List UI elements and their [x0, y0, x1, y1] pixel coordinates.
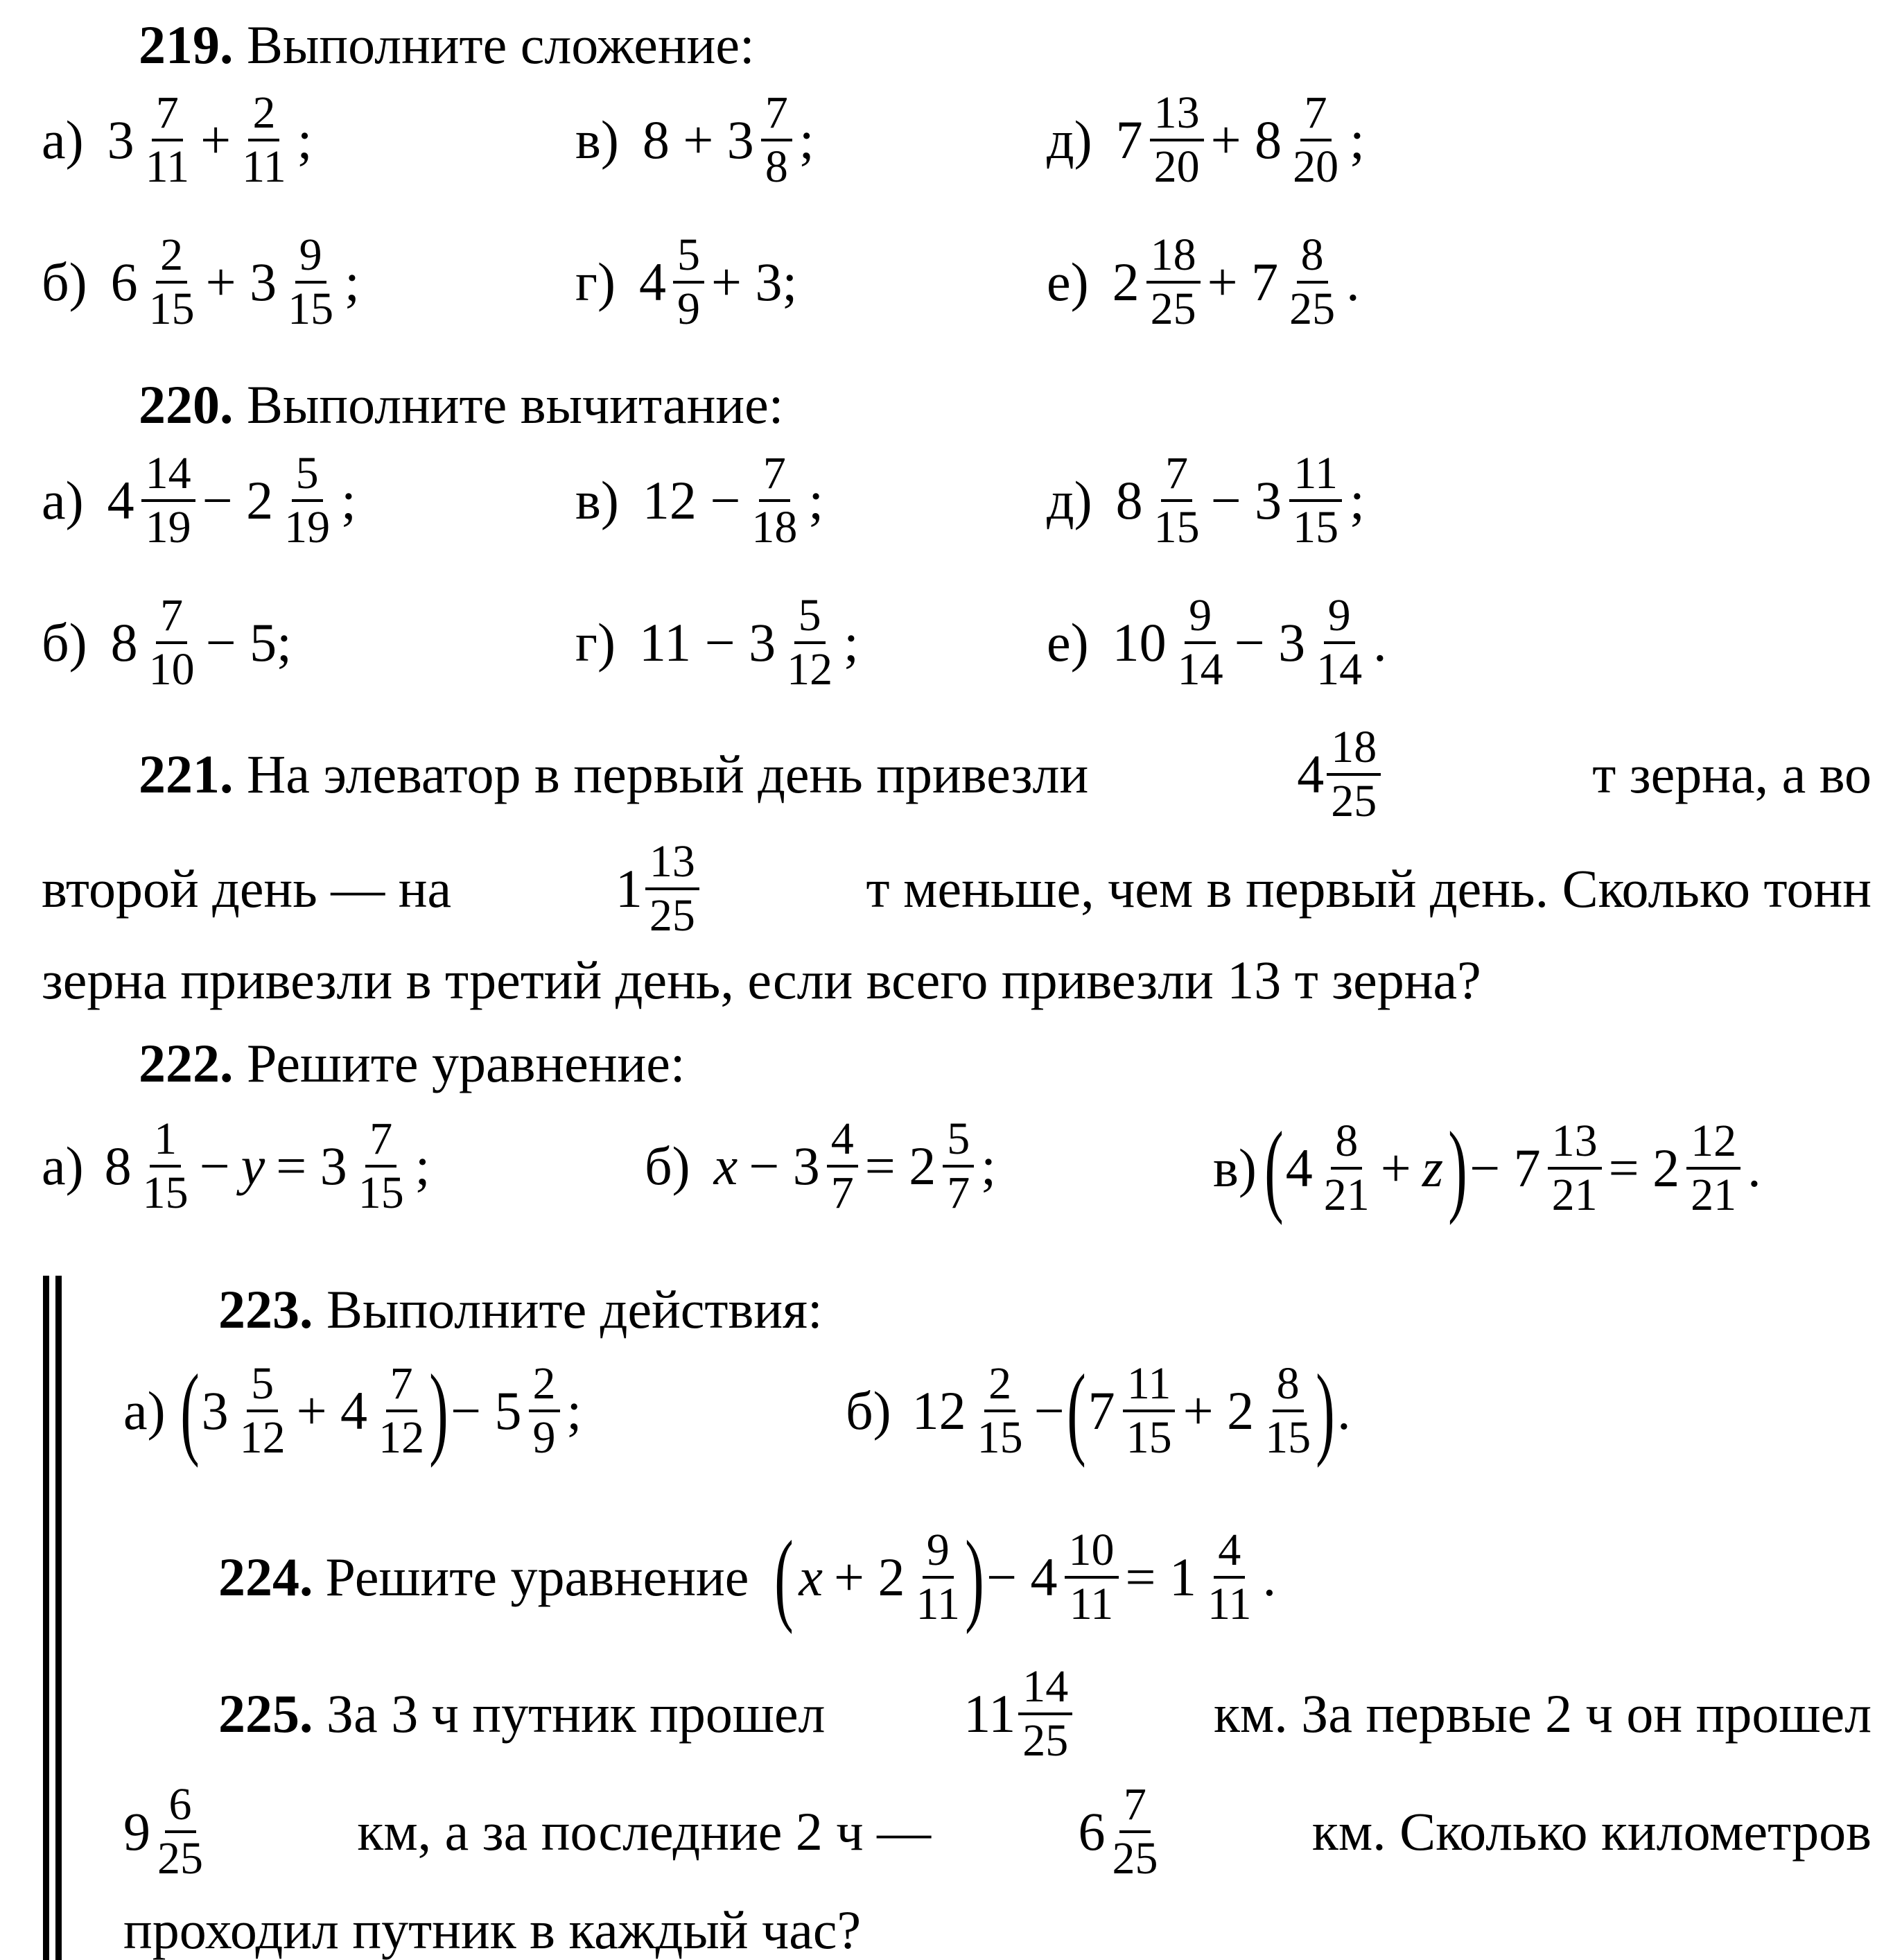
numerator: 8 — [1331, 1118, 1362, 1170]
math-text: 3 — [107, 110, 134, 170]
parenthesis: ) — [1448, 1111, 1467, 1226]
numerator: 7 — [1119, 1782, 1151, 1833]
fraction — [911, 1527, 964, 1627]
numerator: 7 — [759, 451, 790, 502]
denominator: 11 — [916, 1579, 961, 1629]
parenthesis: ) — [429, 1353, 448, 1468]
whole-part: 6 — [1078, 1801, 1106, 1862]
problem-223-heading — [218, 1279, 823, 1339]
item-label: г) — [575, 252, 616, 312]
denominator: 15 — [1126, 1412, 1172, 1463]
numerator: 13 — [645, 839, 699, 890]
denominator: 19 — [145, 502, 191, 553]
fraction — [283, 229, 338, 334]
fraction — [1312, 590, 1366, 695]
numerator: 7 — [365, 1116, 396, 1168]
numerator: 2 — [156, 232, 187, 284]
p219-item-a — [42, 87, 316, 192]
denominator: 9 — [532, 1412, 556, 1463]
whole-part: 9 — [123, 1801, 150, 1862]
math-text: 11 − 3 — [638, 612, 776, 673]
item-label: б) — [42, 252, 87, 312]
fraction — [1548, 1118, 1602, 1218]
problem-title: Выполните действия: — [326, 1279, 823, 1339]
math-text: 8 — [104, 1136, 132, 1196]
fraction — [1146, 229, 1201, 334]
p222-item-v — [1213, 1111, 1765, 1226]
fraction — [236, 1358, 290, 1463]
problem-number: 225. — [218, 1683, 313, 1744]
math-text: − — [1033, 1380, 1065, 1441]
fraction — [139, 1113, 193, 1218]
fraction — [943, 1113, 974, 1218]
p221-line3: зерна привезли в третий день, если всего привезли 13 т зерна? — [42, 950, 1481, 1010]
p225-text-2a: км, а за последние 2 ч — — [357, 1801, 932, 1862]
problem-222-heading — [139, 1033, 686, 1093]
item-label: д) — [1047, 470, 1092, 530]
item-label: б) — [645, 1136, 690, 1196]
fraction — [141, 87, 194, 192]
problem-number: 221. — [139, 744, 234, 804]
problem-title: Выполните сложение: — [247, 15, 755, 75]
p221-text-1a: На элеватор в первый день привезли — [247, 744, 1089, 804]
denominator: 11 — [145, 141, 190, 192]
item-label: в) — [575, 470, 619, 530]
p221-text-1b: т зерна, а во — [1592, 744, 1872, 804]
denominator: 15 — [148, 284, 195, 334]
math-text: 7 — [1115, 110, 1143, 170]
fraction — [238, 87, 290, 192]
math-text: ; — [1350, 110, 1365, 170]
math-text: − 2 — [202, 470, 274, 530]
numerator: 4 — [1214, 1527, 1245, 1579]
p220-item-a — [42, 448, 360, 553]
p219-item-v — [575, 87, 818, 192]
problem-number: 223. — [218, 1279, 313, 1339]
numerator: 2 — [529, 1361, 560, 1412]
fraction — [973, 1358, 1027, 1463]
p220-item-b — [42, 590, 296, 695]
denominator: 10 — [148, 644, 195, 695]
fraction — [645, 836, 699, 941]
fraction — [280, 448, 334, 553]
parenthesis: ) — [1316, 1353, 1335, 1468]
math-text: 2 — [1112, 252, 1140, 312]
item-label: е) — [1047, 252, 1089, 312]
math-text: + 8 — [1210, 110, 1282, 170]
parenthesis: ( — [180, 1353, 200, 1468]
item-label: а) — [42, 1136, 84, 1196]
denominator: 8 — [765, 141, 788, 192]
p221-mixed-1 — [1297, 722, 1384, 826]
p219-item-g — [575, 229, 801, 334]
item-label: б) — [846, 1380, 891, 1441]
fraction — [153, 1779, 207, 1884]
denominator: 25 — [157, 1833, 203, 1884]
math-text: 4 — [638, 252, 666, 312]
p219-item-d — [1047, 87, 1369, 192]
numerator: 6 — [165, 1782, 196, 1833]
p221-mixed-2 — [615, 836, 702, 941]
denominator: 19 — [284, 502, 331, 553]
math-text: 4 — [107, 470, 134, 530]
fraction — [1320, 1118, 1374, 1218]
denominator: 12 — [787, 644, 833, 695]
numerator: 7 — [761, 90, 792, 141]
p219-item-b — [42, 229, 364, 334]
variable: x — [799, 1547, 823, 1607]
fraction — [1289, 448, 1343, 553]
problem-number: 220. — [139, 374, 234, 435]
math-text: 8 — [110, 612, 138, 673]
fraction — [1122, 1358, 1176, 1463]
problem-number: 222. — [139, 1033, 234, 1093]
numerator: 8 — [1273, 1361, 1304, 1412]
whole-part: 4 — [1297, 744, 1325, 804]
math-text: − 7 — [1469, 1138, 1541, 1198]
whole-part: 1 — [615, 858, 643, 919]
item-label: б) — [42, 612, 87, 673]
denominator: 15 — [142, 1168, 189, 1218]
denominator: 25 — [1331, 776, 1377, 826]
denominator: 25 — [1112, 1833, 1158, 1884]
p221-line2 — [42, 836, 1872, 941]
p223-item-a — [123, 1353, 586, 1468]
numerator: 5 — [292, 451, 323, 502]
numerator: 11 — [1123, 1361, 1176, 1412]
numerator: 18 — [1327, 725, 1381, 776]
math-text: = 3 — [276, 1136, 347, 1196]
denominator: 11 — [242, 141, 286, 192]
item-label: а) — [42, 110, 84, 170]
numerator: 9 — [1185, 593, 1216, 644]
numerator: 4 — [827, 1116, 858, 1168]
denominator: 9 — [677, 284, 700, 334]
math-text: 8 + 3 — [642, 110, 754, 170]
math-text: − 5; — [205, 612, 292, 673]
denominator: 15 — [1293, 502, 1339, 553]
denominator: 12 — [239, 1412, 286, 1463]
fraction — [1174, 590, 1228, 695]
denominator: 25 — [1150, 284, 1196, 334]
p224-line — [218, 1520, 1280, 1635]
fraction — [673, 229, 704, 334]
fraction — [761, 87, 792, 192]
numerator: 10 — [1065, 1527, 1119, 1579]
item-label: а) — [123, 1380, 166, 1441]
problem-number: 219. — [139, 15, 234, 75]
item-label: д) — [1047, 110, 1092, 170]
math-text: ; — [844, 612, 859, 673]
fraction — [1289, 87, 1343, 192]
p225-text-2b: км. Сколько километров — [1311, 1801, 1872, 1862]
denominator: 21 — [1551, 1170, 1598, 1220]
math-text: + — [1380, 1138, 1411, 1198]
numerator: 14 — [1018, 1664, 1072, 1715]
numerator: 18 — [1146, 232, 1201, 284]
fraction — [1327, 722, 1381, 826]
fraction — [374, 1358, 428, 1463]
fraction — [1261, 1358, 1315, 1463]
math-text: + 2 — [1183, 1380, 1255, 1441]
parenthesis: ) — [965, 1520, 984, 1635]
numerator: 11 — [1289, 451, 1342, 502]
math-text: ; — [1350, 470, 1365, 530]
denominator: 21 — [1691, 1170, 1737, 1220]
variable: x — [713, 1136, 738, 1196]
math-text: . — [1346, 252, 1360, 312]
margin-double-bar-left — [43, 1276, 49, 1960]
numerator: 9 — [923, 1527, 954, 1579]
denominator: 25 — [1289, 284, 1336, 334]
parenthesis: ( — [774, 1520, 794, 1635]
item-label: а) — [42, 470, 84, 530]
math-text: = 2 — [1608, 1138, 1680, 1198]
numerator: 7 — [386, 1361, 417, 1412]
numerator: 7 — [1161, 451, 1192, 502]
p225-line2 — [123, 1779, 1872, 1884]
denominator: 20 — [1293, 141, 1339, 192]
p225-mixed-2 — [123, 1779, 210, 1884]
numerator: 9 — [1324, 593, 1355, 644]
math-text: = 1 — [1125, 1547, 1196, 1607]
p222-item-a — [42, 1113, 434, 1218]
fraction — [1203, 1527, 1256, 1627]
item-label: е) — [1047, 612, 1089, 673]
problem-number: 224. — [218, 1547, 313, 1607]
item-label: г) — [575, 612, 616, 673]
math-text: + 7 — [1207, 252, 1279, 312]
numerator: 5 — [943, 1116, 974, 1168]
math-text: ; — [981, 1136, 996, 1196]
p219-item-e — [1047, 229, 1364, 334]
parenthesis: ( — [1264, 1111, 1284, 1226]
math-text: ; — [344, 252, 360, 312]
denominator: 11 — [1207, 1579, 1252, 1629]
fraction — [1686, 1118, 1740, 1218]
numerator: 8 — [1297, 232, 1328, 284]
denominator: 12 — [378, 1412, 425, 1463]
denominator: 7 — [947, 1168, 970, 1218]
fraction — [827, 1113, 858, 1218]
p221-line1 — [139, 722, 1872, 826]
fraction — [747, 448, 801, 553]
math-text: ; — [799, 110, 814, 170]
denominator: 20 — [1153, 141, 1200, 192]
p220-item-e — [1047, 590, 1391, 695]
denominator: 14 — [1177, 644, 1223, 695]
denominator: 15 — [288, 284, 334, 334]
variable: z — [1422, 1138, 1444, 1198]
numerator: 14 — [141, 451, 195, 502]
math-text: − 3 — [749, 1136, 820, 1196]
numerator: 5 — [247, 1361, 278, 1412]
p220-item-d — [1047, 448, 1369, 553]
math-text: + 2 — [833, 1547, 905, 1607]
denominator: 15 — [358, 1168, 404, 1218]
p223-item-b — [846, 1353, 1355, 1468]
fraction — [145, 590, 199, 695]
p220-item-v — [575, 448, 828, 553]
problem-title: Решите уравнение — [325, 1547, 749, 1607]
p221-text-2a: второй день — на — [42, 858, 452, 919]
denominator: 15 — [1153, 502, 1200, 553]
parenthesis: ( — [1066, 1353, 1086, 1468]
numerator: 5 — [794, 593, 826, 644]
math-text: ; — [297, 110, 313, 170]
fraction — [529, 1358, 560, 1463]
numerator: 2 — [984, 1361, 1015, 1412]
item-label: в) — [1213, 1138, 1257, 1198]
numerator: 5 — [673, 232, 704, 284]
fraction — [1108, 1779, 1162, 1884]
fraction — [1018, 1661, 1072, 1766]
p225-line1 — [218, 1661, 1872, 1766]
math-text: = 2 — [864, 1136, 936, 1196]
numerator: 9 — [295, 232, 326, 284]
math-text: 4 — [1285, 1138, 1313, 1198]
math-text: . — [1373, 612, 1387, 673]
numerator: 7 — [156, 593, 187, 644]
numerator: 1 — [150, 1116, 181, 1168]
math-text: 3 — [201, 1380, 229, 1441]
math-text: + — [200, 110, 232, 170]
denominator: 25 — [649, 890, 695, 941]
problem-219-heading — [139, 15, 755, 75]
numerator: 12 — [1686, 1118, 1740, 1170]
denominator: 18 — [751, 502, 798, 553]
math-text: . — [1262, 1547, 1277, 1607]
problem-title: Выполните вычитание: — [247, 374, 784, 435]
math-text: 8 — [1115, 470, 1143, 530]
fraction — [783, 590, 837, 695]
numerator: 2 — [248, 90, 279, 141]
fraction — [1285, 229, 1339, 334]
math-text: − 4 — [986, 1547, 1058, 1607]
math-text: ; — [415, 1136, 430, 1196]
math-text: − 3 — [1234, 612, 1306, 673]
math-text: ; — [566, 1380, 582, 1441]
p225-mixed-1 — [963, 1661, 1075, 1766]
math-text: 12 — [911, 1380, 966, 1441]
math-text: + 4 — [296, 1380, 368, 1441]
numerator: 7 — [152, 90, 183, 141]
math-text: . — [1337, 1380, 1351, 1441]
numerator: 13 — [1150, 90, 1204, 141]
p220-item-g — [575, 590, 863, 695]
fraction — [1065, 1527, 1119, 1627]
denominator: 11 — [1069, 1579, 1114, 1629]
fraction — [1150, 87, 1204, 192]
problem-title: Решите уравнение: — [247, 1033, 686, 1093]
math-text: 7 — [1088, 1380, 1115, 1441]
math-text: 6 — [110, 252, 138, 312]
math-text: ; — [341, 470, 356, 530]
denominator: 25 — [1022, 1715, 1069, 1766]
fraction — [1150, 448, 1204, 553]
denominator: 7 — [830, 1168, 854, 1218]
fraction — [141, 448, 195, 553]
math-text: . — [1747, 1138, 1761, 1198]
math-text: + 3; — [710, 252, 798, 312]
math-text: − — [199, 1136, 230, 1196]
fraction — [145, 229, 199, 334]
p221-text-2b: т меньше, чем в первый день. Сколько тонн — [866, 858, 1872, 919]
math-text: + 3 — [205, 252, 277, 312]
math-text: ; — [808, 470, 823, 530]
numerator: 7 — [1300, 90, 1332, 141]
denominator: 15 — [1265, 1412, 1311, 1463]
denominator: 14 — [1316, 644, 1363, 695]
p225-line3: проходил путник в каждый час? — [123, 1900, 862, 1960]
math-text: 10 — [1112, 612, 1167, 673]
p225-mixed-3 — [1078, 1779, 1165, 1884]
item-label: в) — [575, 110, 619, 170]
math-text: − 3 — [1210, 470, 1282, 530]
denominator: 21 — [1323, 1170, 1370, 1220]
p222-item-b — [645, 1113, 1000, 1218]
variable: y — [241, 1136, 265, 1196]
math-text: − 5 — [451, 1380, 522, 1441]
fraction — [354, 1113, 408, 1218]
denominator: 15 — [977, 1412, 1023, 1463]
p225-text-1b: км. За первые 2 ч он прошел — [1214, 1683, 1872, 1744]
whole-part: 11 — [963, 1683, 1016, 1744]
problem-220-heading — [139, 374, 784, 435]
p225-text-1a: За 3 ч путник прошел — [326, 1683, 826, 1744]
numerator: 13 — [1548, 1118, 1602, 1170]
margin-double-bar-right — [55, 1276, 62, 1960]
math-text: 12 − — [642, 470, 741, 530]
